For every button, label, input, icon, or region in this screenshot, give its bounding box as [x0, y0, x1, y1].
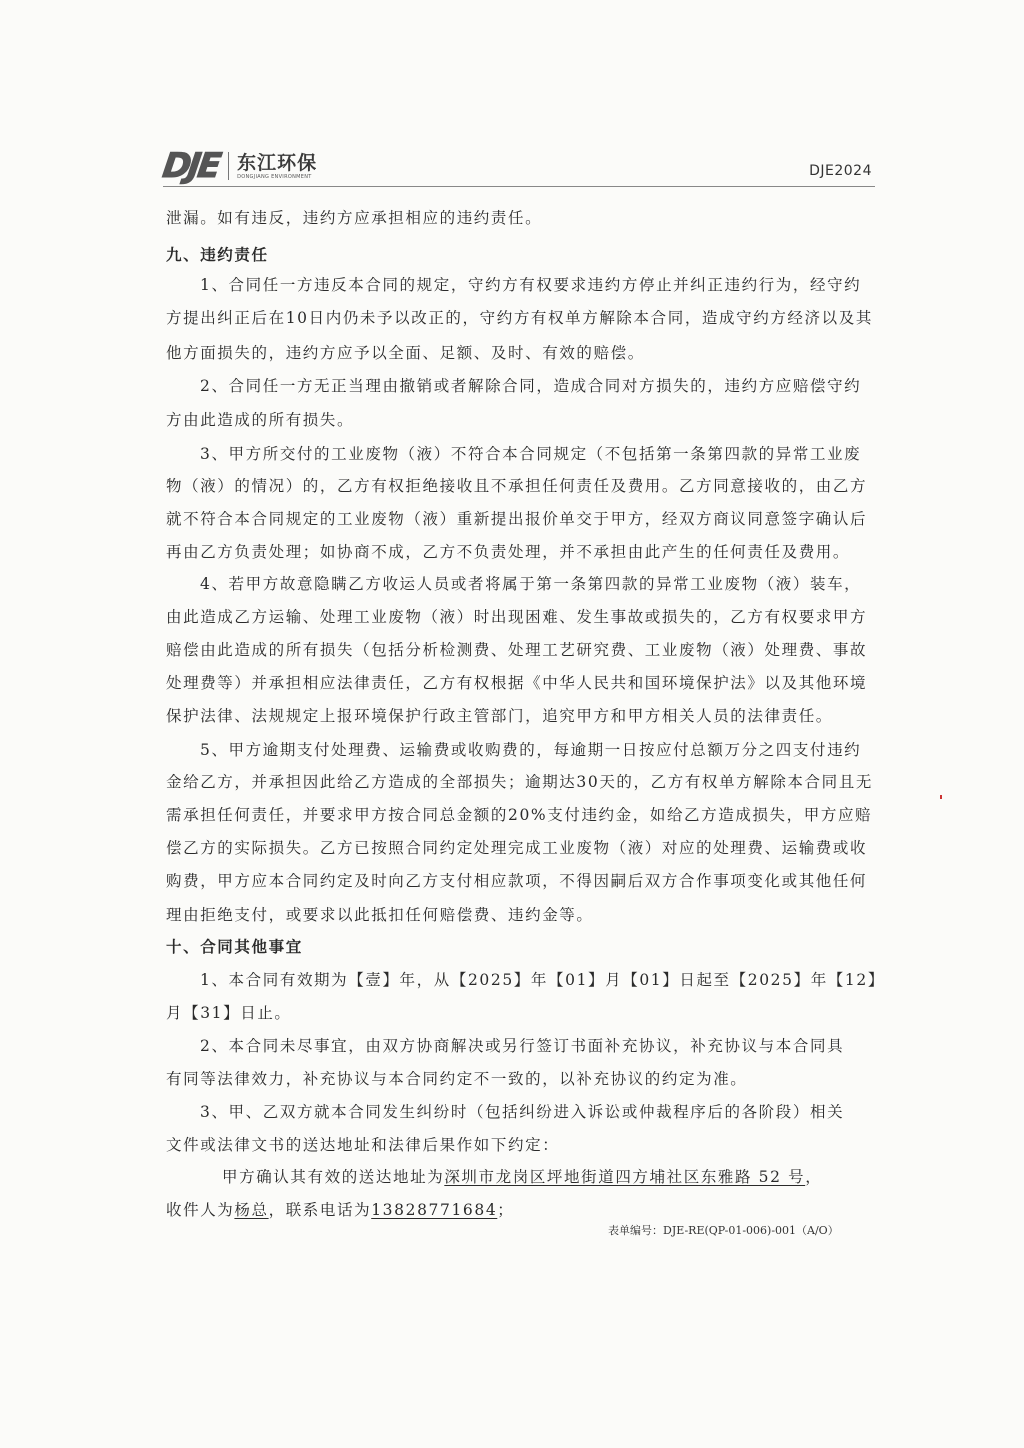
paragraph-line: 2、本合同未尽事宜，由双方协商解决或另行签订书面补充协议，补充协议与本合同具 [200, 1037, 845, 1055]
paragraph-line: 偿乙方的实际损失。乙方已按照合同约定处理完成工业废物（液）对应的处理费、运输费或收 [166, 839, 868, 857]
paragraph-line: 保护法律、法规规定上报环境保护行政主管部门，追究甲方和甲方相关人员的法律责任。 [166, 707, 833, 725]
paragraph-line: 泄漏。如有违反，违约方应承担相应的违约责任。 [166, 209, 543, 227]
paragraph-line: 文件或法律文书的送达地址和法律后果作如下约定： [166, 1136, 560, 1154]
delivery-address-line: 甲方确认其有效的送达地址为深圳市龙岗区坪地街道四方埔社区东雅路 52 号， [222, 1168, 823, 1186]
paragraph-line: 方由此造成的所有损失。 [166, 411, 355, 429]
form-number: 表单编号：DJE-RE(QP-01-006)-001（A/O） [608, 1224, 839, 1237]
paragraph-line: 由此造成乙方运输、处理工业废物（液）时出现困难、发生事故或损失的，乙方有权要求甲方 [166, 608, 868, 626]
paragraph-line: 需承担任何责任，并要求甲方按合同总金额的20%支付违约金，如给乙方造成损失，甲方应赔 [166, 806, 873, 824]
header-rule [163, 186, 875, 187]
logo-chinese-name: 东江环保 [237, 151, 318, 174]
paragraph-line: 1、本合同有效期为【壹】年，从【2025】年【01】月【01】日起至【2025】年【12】 [200, 971, 885, 989]
paragraph-line: 再由乙方负责处理；如协商不成，乙方不负责处理，并不承担由此产生的任何责任及费用。 [166, 543, 851, 561]
paragraph-line: 购费，甲方应本合同约定及时向乙方支付相应款项，不得因嗣后双方合作事项变化或其他任何 [166, 872, 868, 890]
document-code: DJE2024 [809, 163, 872, 179]
company-logo [160, 146, 318, 186]
party-a-address: 深圳市龙岗区坪地街道四方埔社区东雅路 52 号 [444, 1168, 806, 1186]
scan-mark [940, 795, 942, 799]
paragraph-line: 赔偿由此造成的所有损失（包括分析检测费、处理工艺研究费、工业废物（液）处理费、事故 [166, 641, 868, 659]
paragraph-line: 月【31】日止。 [166, 1004, 292, 1022]
paragraph-line: 方提出纠正后在10日内仍未予以改正的，守约方有权单方解除本合同，造成守约方经济以及其 [166, 309, 873, 327]
paragraph-line: 他方面损失的，违约方应予以全面、足额、及时、有效的赔偿。 [166, 344, 645, 362]
recipient-name: 杨总 [234, 1201, 269, 1219]
logo-mark: DJE [160, 146, 221, 186]
paragraph-line: 物（液）的情况）的，乙方有权拒绝接收且不承担任何责任及费用。乙方同意接收的，由乙方 [166, 477, 868, 495]
section-heading-10: 十、合同其他事宜 [166, 937, 303, 956]
paragraph-line: 4、若甲方故意隐瞒乙方收运人员或者将属于第一条第四款的异常工业废物（液）装车， [200, 575, 862, 593]
recipient-line: 收件人为杨总，联系电话为13828771684； [166, 1201, 515, 1219]
paragraph-line: 就不符合本合同规定的工业废物（液）重新提出报价单交于甲方，经双方商议同意签字确认后 [166, 510, 868, 528]
paragraph-line: 1、合同任一方违反本合同的规定，守约方有权要求违约方停止并纠正违约行为，经守约 [200, 276, 862, 294]
paragraph-line: 金给乙方，并承担因此给乙方造成的全部损失；逾期达30天的，乙方有权单方解除本合同且无 [166, 773, 873, 791]
paragraph-line: 有同等法律效力，补充协议与本合同约定不一致的，以补充协议的约定为准。 [166, 1070, 748, 1088]
paragraph-line: 理由拒绝支付，或要求以此抵扣任何赔偿费、违约金等。 [166, 906, 594, 924]
contact-phone: 13828771684 [371, 1201, 498, 1219]
paragraph-line: 处理费等）并承担相应法律责任，乙方有权根据《中华人民共和国环境保护法》以及其他环境 [166, 674, 868, 692]
section-heading-9: 九、违约责任 [166, 245, 269, 264]
logo-divider [228, 152, 229, 180]
logo-english-name: DONGJIANG ENVIRONMENT [237, 173, 312, 180]
paragraph-line: 5、甲方逾期支付处理费、运输费或收购费的，每逾期一日按应付总额万分之四支付违约 [200, 741, 862, 759]
paragraph-line: 3、甲方所交付的工业废物（液）不符合本合同规定（不包括第一条第四款的异常工业废 [200, 445, 862, 463]
paragraph-line: 2、合同任一方无正当理由撤销或者解除合同，造成合同对方损失的，违约方应赔偿守约 [200, 377, 862, 395]
paragraph-line: 3、甲、乙双方就本合同发生纠纷时（包括纠纷进入诉讼或仲裁程序后的各阶段）相关 [200, 1103, 845, 1121]
